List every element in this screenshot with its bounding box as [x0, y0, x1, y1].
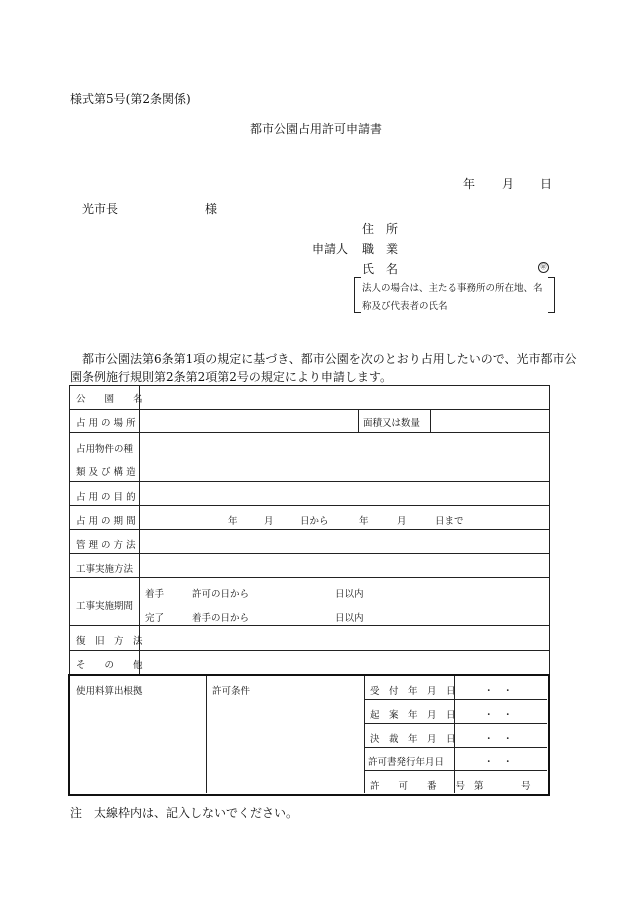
period-month1: 月: [264, 516, 274, 527]
corporate-note-line2: 称及び代表者の氏名: [362, 301, 448, 312]
applicant-role-label: 申請人: [312, 242, 349, 256]
fee-basis-label: 使用料算出根拠: [76, 686, 143, 697]
addressee: 光市長: [82, 202, 119, 216]
permit-conditions-label: 許可条件: [212, 686, 251, 697]
body-text-line1: 都市公園法第6条第1項の規定に基づき、都市公園を次のとおり占用したいので、光市都市公: [82, 352, 577, 366]
date-day-label: 日: [540, 177, 553, 191]
date-year-label: 年: [463, 177, 476, 191]
permit-number-prefix: 第: [474, 781, 484, 792]
period-month2: 月: [397, 516, 407, 527]
construction-method-label: 工事実施方法: [76, 564, 134, 575]
permit-issue-date-value: ・ ・: [484, 757, 513, 768]
purpose-label: 占 用 の 目 的: [76, 492, 136, 503]
construction-start-within: 日以内: [335, 589, 364, 600]
name-label: 氏 名: [362, 262, 399, 276]
approval-date-value: ・ ・: [484, 734, 513, 745]
permit-number-suffix: 号: [521, 781, 531, 792]
restoration-label: 復 旧 方 法: [76, 636, 143, 647]
other-label: そ の 他: [76, 660, 143, 671]
note-bracket-right: [548, 277, 555, 313]
construction-start-label: 着手: [145, 589, 165, 600]
date-month-label: 月: [502, 177, 515, 191]
approval-date-label: 決 裁 年 月 日: [370, 734, 456, 745]
period-from: 日から: [300, 516, 329, 527]
period-until: 日まで: [435, 516, 464, 527]
period-year2: 年: [359, 516, 369, 527]
form-number: 様式第5号(第2条関係): [70, 92, 191, 106]
address-label: 住 所: [362, 222, 399, 236]
permit-issue-date-label: 許可書発行年月日: [368, 757, 445, 768]
park-name-label: 公 園 名: [76, 394, 143, 405]
permit-number-label: 許 可 番 号: [370, 781, 466, 792]
construction-end-text: 着手の日から: [192, 613, 250, 624]
note-bracket-left: [354, 277, 361, 313]
construction-end-within: 日以内: [335, 613, 364, 624]
object-type-label-line1: 占用物件の種: [76, 444, 134, 455]
occupation-label: 職 業: [362, 242, 399, 256]
management-label: 管 理 の 方 法: [76, 540, 136, 551]
draft-date-label: 起 案 年 月 日: [370, 710, 456, 721]
period-label: 占 用 の 期 間: [76, 516, 136, 527]
construction-end-label: 完了: [145, 613, 165, 624]
page-title: 都市公園占用許可申請書: [250, 122, 383, 136]
honorific: 様: [205, 202, 218, 216]
seal-mark-icon: ㊞: [538, 262, 549, 273]
construction-start-text: 許可の日から: [192, 589, 250, 600]
body-text-line2: 園条例施行規則第2条第2項第2号の規定により申請します。: [70, 370, 392, 384]
draft-date-value: ・ ・: [484, 710, 513, 721]
object-type-label-line2: 類 及 び 構 造: [76, 467, 136, 478]
area-or-quantity-label: 面積又は数量: [363, 418, 421, 429]
period-year1: 年: [228, 516, 238, 527]
corporate-note-line1: 法人の場合は、主たる事務所の所在地、名: [362, 283, 543, 294]
receipt-date-value: ・ ・: [484, 686, 513, 697]
receipt-date-label: 受 付 年 月 日: [370, 686, 456, 697]
construction-period-label: 工事実施期間: [76, 601, 134, 612]
footer-note: 注 太線枠内は、記入しないでください。: [70, 806, 299, 820]
location-label: 占 用 の 場 所: [76, 418, 136, 429]
